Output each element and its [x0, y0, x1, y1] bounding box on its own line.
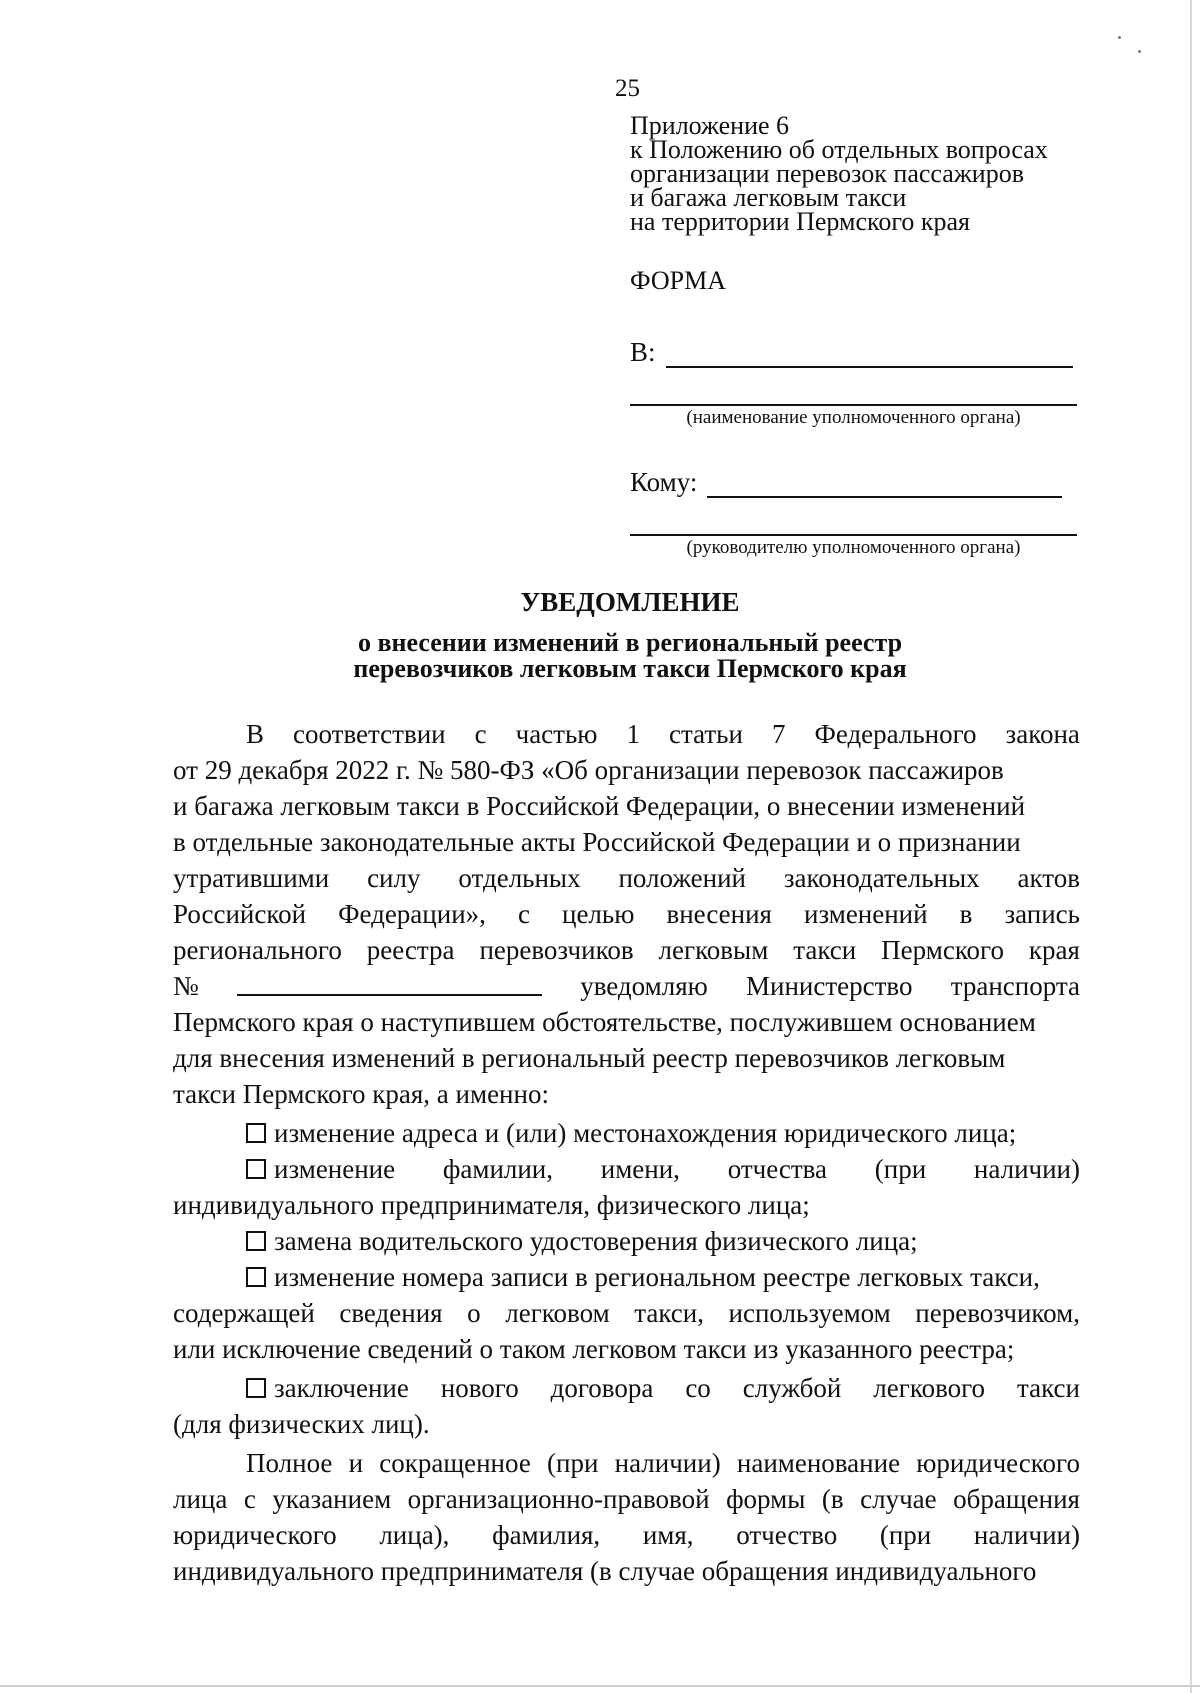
body-line — [173, 1517, 1080, 1553]
checkbox-license-replacement[interactable] — [246, 1231, 266, 1251]
word: имя, — [642, 1520, 694, 1550]
option-registry-record — [246, 1259, 1080, 1295]
checkbox-name-change[interactable] — [246, 1159, 266, 1179]
word: наличии) — [973, 1154, 1080, 1184]
word: закона — [1005, 719, 1080, 749]
word: транспорта — [950, 971, 1080, 1001]
word: перевозчиков — [479, 935, 634, 965]
word: легковом — [505, 1298, 610, 1328]
word: (в — [821, 1484, 844, 1514]
word: с — [474, 719, 487, 749]
word: наличии) — [614, 1448, 721, 1478]
word: частью — [515, 719, 598, 749]
option-new-contract — [246, 1370, 1080, 1406]
word: легкового — [873, 1373, 986, 1403]
word: актов — [1017, 863, 1080, 893]
appendix-line: на территории Пермского края — [630, 207, 970, 236]
option-registry-record-cont: или исключение сведений о таком легковом такси из указанного реестра; — [173, 1334, 1015, 1364]
number-sign: № — [173, 971, 199, 1001]
word: юридического — [173, 1520, 337, 1550]
word: отчество — [736, 1520, 838, 1550]
word: с — [243, 1484, 256, 1514]
option-registry-record-cont — [173, 1295, 1080, 1331]
word: лица — [173, 1484, 228, 1514]
word: регионального — [173, 935, 342, 965]
option-name-change — [246, 1151, 1080, 1187]
option-address-change — [246, 1115, 1080, 1151]
word: В — [246, 719, 265, 749]
word: заключение — [274, 1373, 409, 1403]
word: (при — [547, 1448, 599, 1478]
word: такси — [1017, 1373, 1080, 1403]
to-field-input[interactable] — [666, 338, 1073, 368]
option-label: изменение номера записи в региональном реестре легковых такси, — [274, 1262, 1040, 1292]
word: формы — [726, 1484, 806, 1514]
word: соответствии — [293, 719, 446, 749]
word: и — [348, 1448, 364, 1478]
word: перевозчиком, — [915, 1298, 1080, 1328]
word: содержащей — [173, 1298, 315, 1328]
word: края — [1028, 935, 1080, 965]
word: такси — [793, 935, 857, 965]
body-line: в отдельные законодательные акты Российской Федерации и о признании — [173, 827, 1021, 857]
word: обращения — [953, 1484, 1080, 1514]
document-title: УВЕДОМЛЕНИЕ — [520, 587, 740, 617]
word: (при — [879, 1520, 932, 1550]
word: случае — [860, 1484, 937, 1514]
option-label: изменение адреса и (или) местонахождения юридического лица; — [274, 1118, 1017, 1148]
word: указанием — [272, 1484, 392, 1514]
word: Федерального — [814, 719, 977, 749]
word: целью — [562, 899, 635, 929]
word: в — [959, 899, 973, 929]
to-field-second-line[interactable] — [630, 404, 1077, 406]
appendix-line: к Положению об отдельных вопросах — [630, 135, 1048, 164]
word: договора — [550, 1373, 654, 1403]
word: имени, — [600, 1154, 680, 1184]
option-label: замена водительского удостоверения физического лица; — [274, 1226, 918, 1256]
scan-edge — [1190, 0, 1192, 1693]
word: Федерации», — [338, 899, 486, 929]
word: отдельных — [458, 863, 581, 893]
word: со — [685, 1373, 711, 1403]
to-field — [630, 336, 1073, 368]
word: изменение — [274, 1154, 396, 1184]
checkbox-new-contract[interactable] — [246, 1378, 266, 1398]
option-name-change-cont: индивидуального предпринимателя, физического лица; — [173, 1190, 810, 1220]
body-line: и багажа легковым такси в Российской Федерации, о внесении изменений — [173, 791, 1026, 821]
word: организационно-правовой — [407, 1484, 710, 1514]
body-line — [246, 716, 1080, 752]
subtitle-line: о внесении изменений в региональный реестр — [357, 628, 903, 657]
word: наличии) — [973, 1520, 1080, 1550]
word: сокращенное — [379, 1448, 531, 1478]
page-number: 25 — [615, 75, 640, 102]
to-field-caption: (наименование уполномоченного органа) — [686, 407, 1021, 428]
whom-field-caption: (руководителю уполномоченного органа) — [686, 537, 1021, 558]
word: реестра — [366, 935, 455, 965]
word: внесения — [666, 899, 772, 929]
word: утратившими — [173, 863, 330, 893]
word: 7 — [771, 719, 786, 749]
word: изменений — [804, 899, 928, 929]
body-line — [246, 1445, 1080, 1481]
word: уведомляю — [580, 971, 708, 1001]
word: отчества — [727, 1154, 828, 1184]
whom-field-second-line[interactable] — [630, 534, 1077, 536]
word: фамилии, — [442, 1154, 554, 1184]
appendix-line: организации перевозок пассажиров — [630, 159, 1024, 188]
word: юридического — [916, 1448, 1080, 1478]
body-line: Пермского края о наступившем обстоятельстве, послужившем основанием — [173, 1007, 1036, 1037]
word: статьи — [668, 719, 743, 749]
whom-field — [630, 466, 1062, 498]
word: законодательных — [783, 863, 980, 893]
word: такси, — [634, 1298, 704, 1328]
body-line: от 29 декабря 2022 г. № 580-ФЗ «Об организации перевозок пассажиров — [173, 755, 1004, 785]
word: Пермского — [881, 935, 1004, 965]
word: лица), — [379, 1520, 450, 1550]
word: с — [517, 899, 530, 929]
appendix-line: Приложение 6 — [630, 111, 790, 140]
body-line — [173, 860, 1080, 896]
word: службой — [742, 1373, 842, 1403]
appendix-line: и багажа легковым такси — [630, 183, 907, 212]
word: 1 — [626, 719, 640, 749]
body-line — [173, 896, 1080, 932]
subtitle-line: перевозчиков легковым такси Пермского края — [353, 654, 907, 683]
appendix-header — [630, 111, 1090, 236]
word: фамилия, — [492, 1520, 601, 1550]
scan-edge-bottom — [0, 1685, 1200, 1687]
checkbox-registry-record[interactable] — [246, 1267, 266, 1287]
word: Полное — [246, 1448, 333, 1478]
whom-field-input[interactable] — [707, 468, 1062, 498]
option-new-contract-cont: (для физических лиц). — [173, 1409, 430, 1439]
document-subtitle — [180, 630, 1080, 682]
word: Российской — [173, 899, 307, 929]
form-label: ФОРМА — [630, 266, 726, 295]
scan-speck — [1138, 50, 1141, 53]
word: Министерство — [746, 971, 913, 1001]
registry-number-line — [173, 968, 1080, 1004]
body-line — [173, 932, 1080, 968]
to-field-label: В: — [630, 337, 656, 367]
body-line: для внесения изменений в региональный реестр перевозчиков легковым — [173, 1043, 1006, 1073]
word: запись — [1004, 899, 1080, 929]
whom-field-label: Кому: — [630, 467, 698, 497]
body-line: индивидуального предпринимателя (в случае обращения индивидуального — [173, 1556, 1037, 1586]
registry-number-blank[interactable] — [237, 968, 542, 996]
word: (при — [874, 1154, 927, 1184]
option-license-replacement — [246, 1223, 1080, 1259]
scan-speck — [1118, 36, 1121, 39]
word: используемом — [728, 1298, 891, 1328]
word: о — [467, 1298, 481, 1328]
word: сведения — [339, 1298, 443, 1328]
word: нового — [440, 1373, 519, 1403]
checkbox-address-change[interactable] — [246, 1123, 266, 1143]
word: наименование — [736, 1448, 901, 1478]
word: легковым — [658, 935, 769, 965]
body-line: такси Пермского края, а именно: — [173, 1079, 549, 1109]
word: положений — [618, 863, 746, 893]
word: силу — [367, 863, 421, 893]
body-line — [173, 1481, 1080, 1517]
